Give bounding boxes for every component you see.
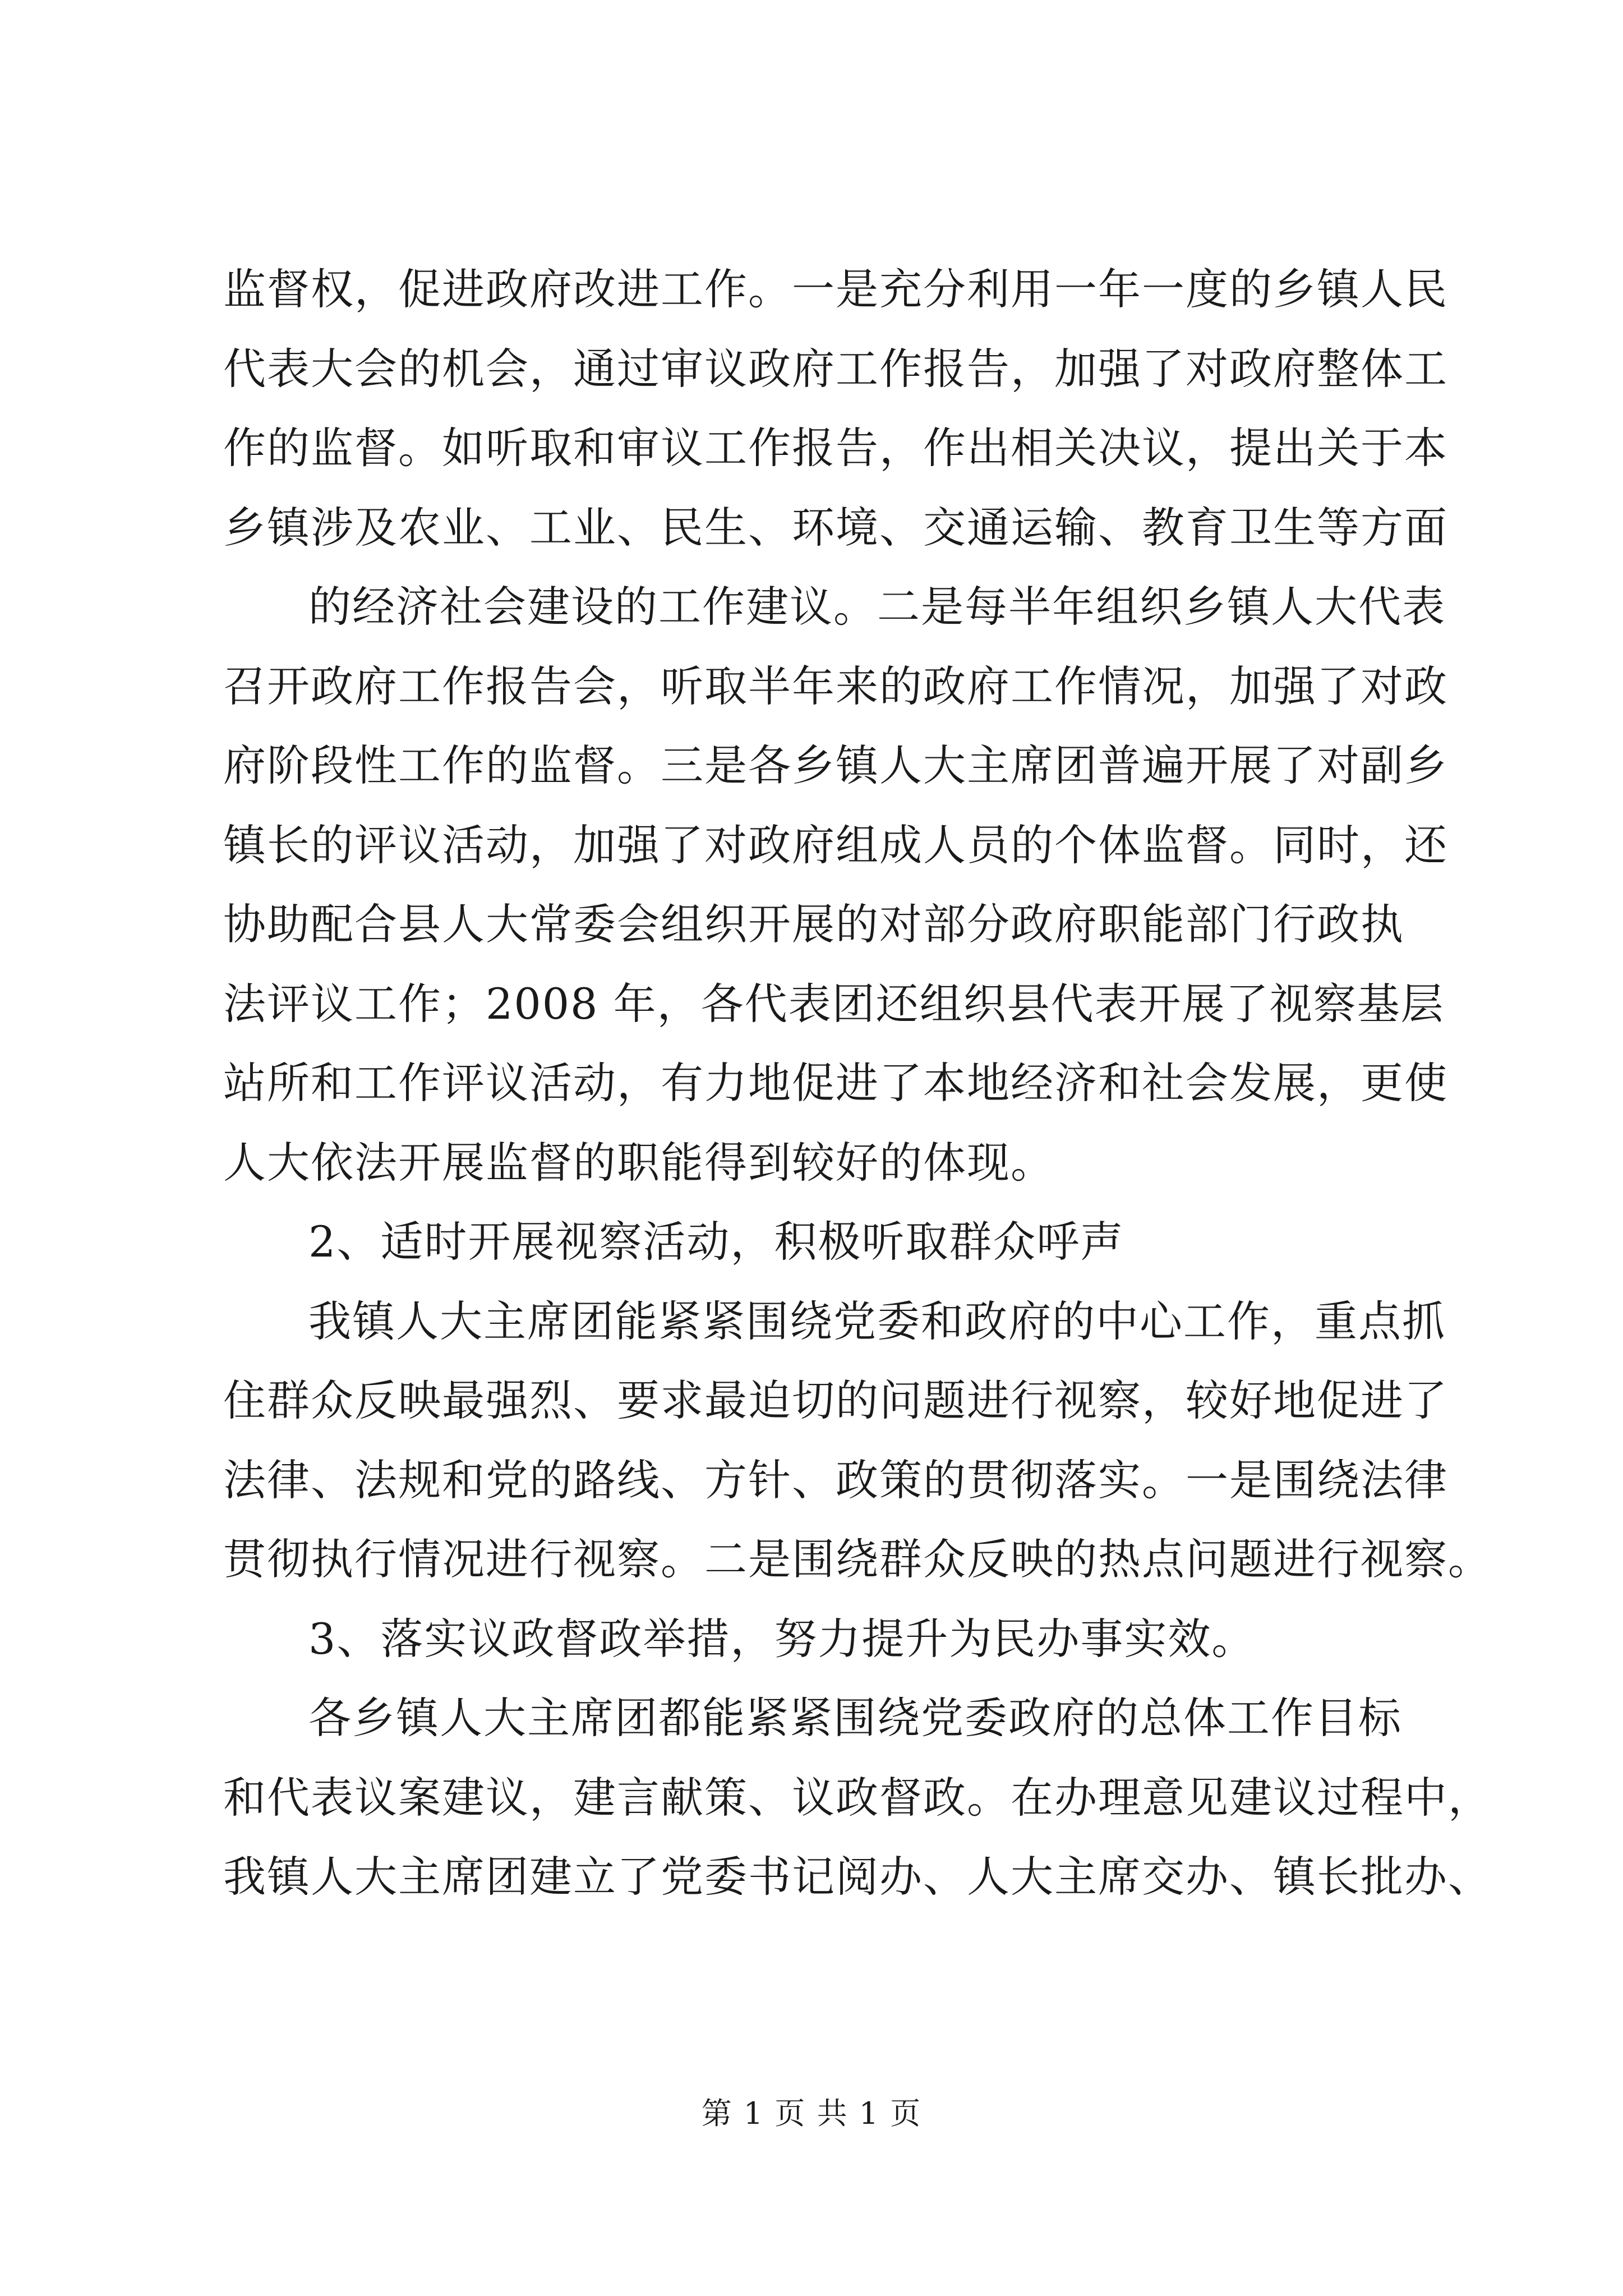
text-line: 召开政府工作报告会，听取半年来的政府工作情况，加强了对政 xyxy=(223,661,1448,711)
text-line: 监督权，促进政府改进工作。一是充分利用一年一度的乡镇人民 xyxy=(223,264,1448,314)
text-line: 贯彻执行情况进行视察。二是围绕群众反映的热点问题进行视察。 xyxy=(223,1534,1492,1584)
text-line: 镇长的评议活动，加强了对政府组成人员的个体监督。同时，还 xyxy=(223,820,1448,870)
text-line: 法评议工作；2008 年，各代表团还组织县代表开展了视察基层 xyxy=(223,978,1445,1029)
text-line: 府阶段性工作的监督。三是各乡镇人大主席团普遍开展了对副乡 xyxy=(223,740,1448,790)
text-line: 站所和工作评议活动，有力地促进了本地经济和社会发展，更使 xyxy=(223,1058,1448,1108)
text-line: 乡镇涉及农业、工业、民生、环境、交通运输、教育卫生等方面 xyxy=(223,502,1448,553)
text-line: 人大依法开展监督的职能得到较好的体现。 xyxy=(223,1137,1054,1188)
text-line: 住群众反映最强烈、要求最迫切的问题进行视察，较好地促进了 xyxy=(223,1375,1448,1425)
page-number-footer: 第 1 页 共 1 页 xyxy=(701,2096,922,2131)
paragraph-start-line: 我镇人大主席团能紧紧围绕党委和政府的中心工作，重点抓 xyxy=(308,1296,1446,1346)
paragraph-start-line: 各乡镇人大主席团都能紧紧围绕党委政府的总体工作目标 xyxy=(308,1693,1402,1743)
text-line: 代表大会的机会，通过审议政府工作报告，加强了对政府整体工 xyxy=(223,343,1448,394)
text-line: 作的监督。如听取和审议工作报告，作出相关决议，提出关于本 xyxy=(223,423,1448,473)
text-line: 我镇人大主席团建立了党委书记阅办、人大主席交办、镇长批办、 xyxy=(223,1852,1492,1902)
text-line: 和代表议案建议，建言献策、议政督政。在办理意见建议过程中， xyxy=(223,1772,1492,1823)
document-body xyxy=(223,250,1492,1917)
paragraph-start-line: 的经济社会建设的工作建议。二是每半年组织乡镇人大代表 xyxy=(308,582,1446,632)
section-heading: 3、落实议政督政举措，努力提升为民办事实效。 xyxy=(308,1613,1256,1664)
text-line: 协助配合县人大常委会组织开展的对部分政府职能部门行政执 xyxy=(223,899,1404,949)
section-heading: 2、适时开展视察活动，积极听取群众呼声 xyxy=(308,1217,1124,1267)
text-line: 法律、法规和党的路线、方针、政策的贯彻落实。一是围绕法律 xyxy=(223,1455,1448,1505)
